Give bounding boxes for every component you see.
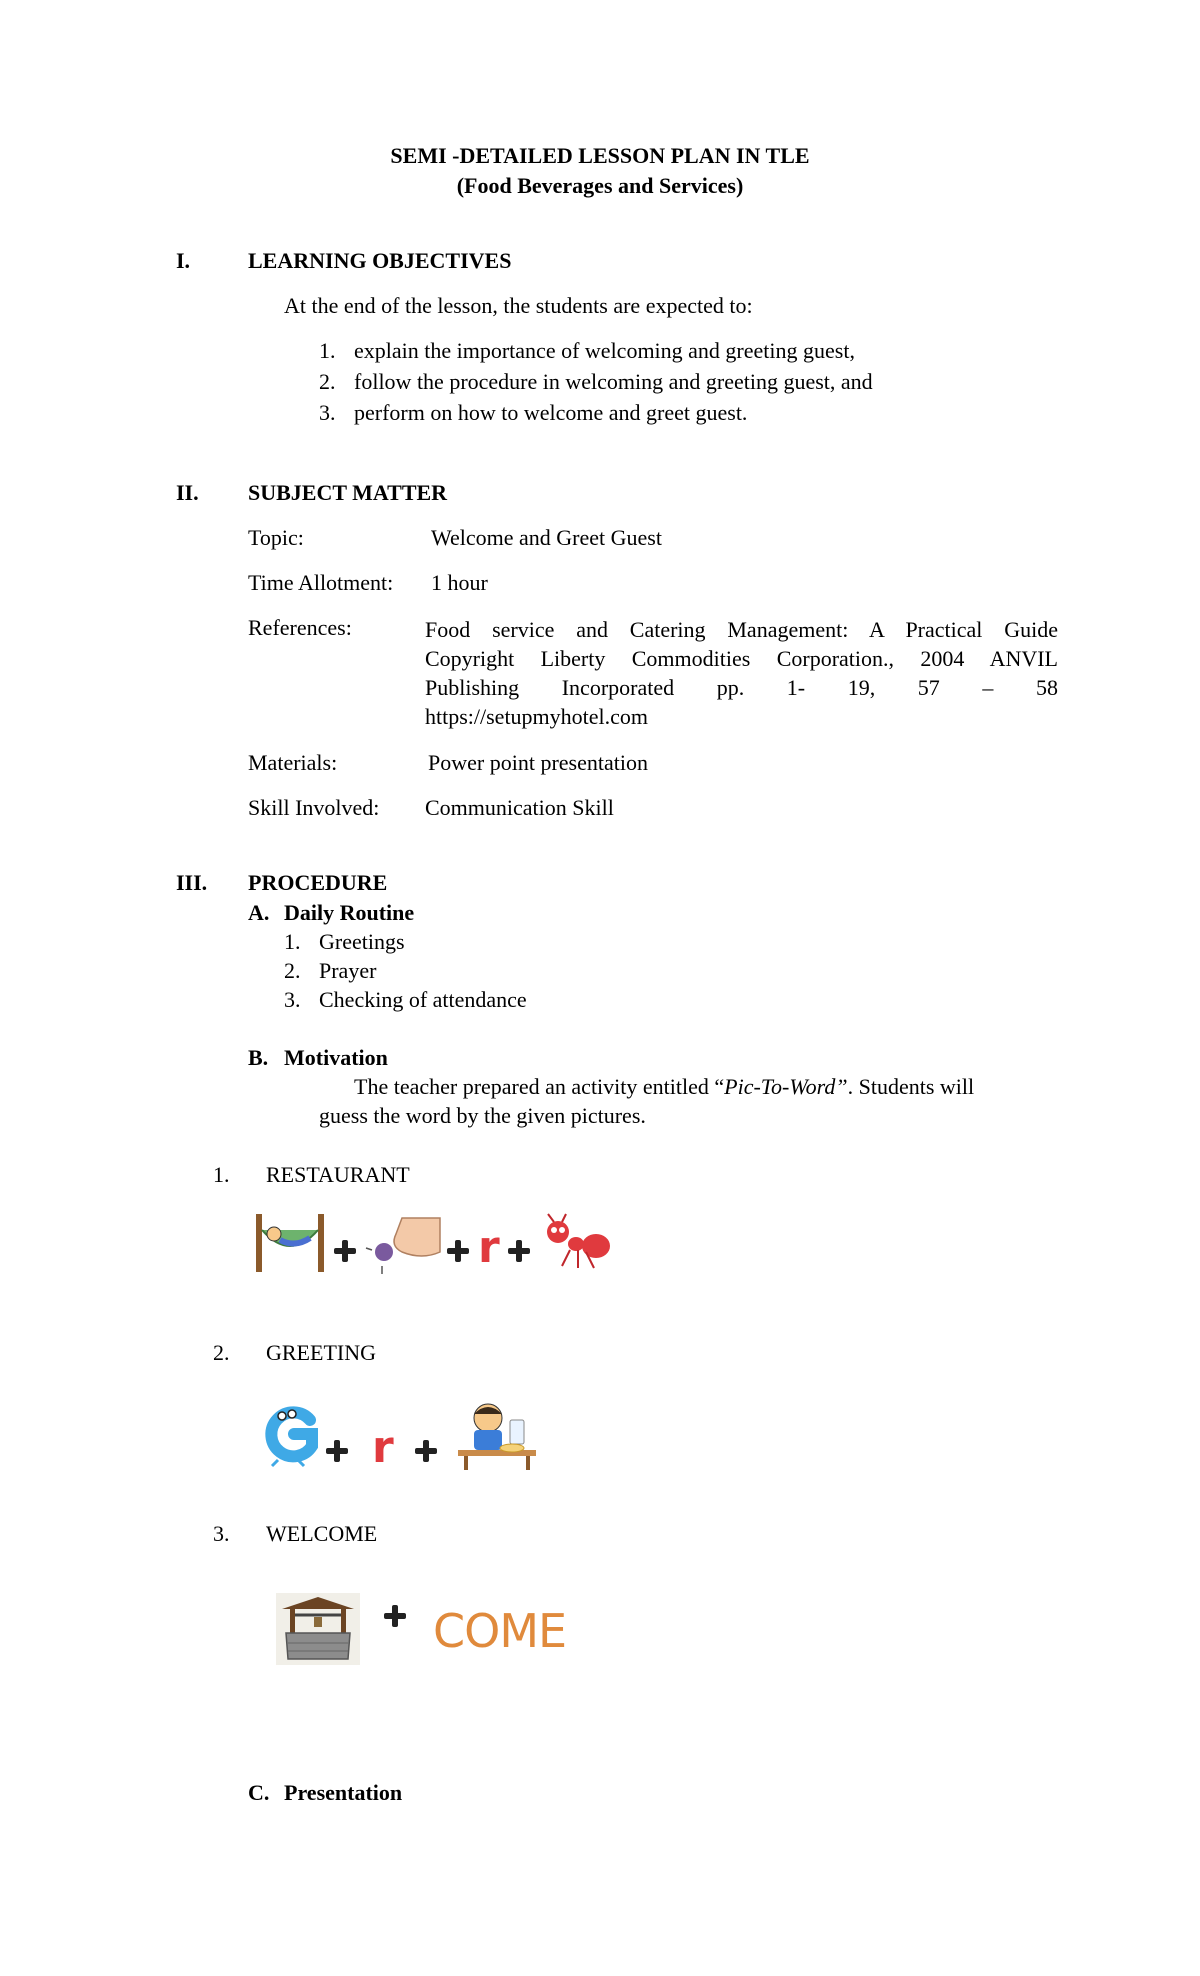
- hammock-icon: [250, 1212, 330, 1274]
- section-numeral-1: I.: [176, 248, 191, 273]
- materials-value: Power point presentation: [428, 750, 648, 775]
- topic-value: Welcome and Greet Guest: [431, 525, 662, 550]
- objective-item: explain the importance of welcoming and greeting guest,: [354, 338, 855, 363]
- foot-kick-icon: [362, 1212, 442, 1278]
- motivation-text: [354, 1074, 974, 1100]
- plus-icon: [447, 1240, 469, 1262]
- subsection-heading-routine: Daily Routine: [284, 900, 415, 925]
- routine-item: Prayer: [319, 958, 377, 983]
- list-item-number: 3.: [284, 987, 301, 1012]
- section-numeral-3: III.: [176, 870, 208, 895]
- materials-label: Materials:: [248, 750, 338, 775]
- letter-g-character-icon: [258, 1402, 324, 1468]
- objective-item: perform on how to welcome and greet guest.: [354, 400, 748, 425]
- page-title: SEMI -DETAILED LESSON PLAN IN TLE: [390, 143, 810, 168]
- list-item-number: 1.: [319, 338, 336, 363]
- wishing-well-icon: [276, 1593, 360, 1665]
- reference-line: Food service and Catering Management: A Practical Guide: [425, 617, 1058, 642]
- references-block: [425, 615, 1058, 731]
- routine-item: Greetings: [319, 929, 405, 954]
- section-heading-objectives: LEARNING OBJECTIVES: [248, 248, 512, 273]
- puzzle-word: RESTAURANT: [266, 1162, 410, 1187]
- page-subtitle: (Food Beverages and Services): [456, 173, 744, 198]
- list-item-number: 1.: [284, 929, 301, 954]
- plus-icon: [508, 1240, 530, 1262]
- list-item-number: 2.: [284, 958, 301, 983]
- motivation-text-part: . Students will: [847, 1074, 975, 1099]
- letter-r: r: [372, 1422, 394, 1473]
- plus-icon: [334, 1240, 356, 1262]
- subsection-letter-a: A.: [248, 900, 270, 925]
- objectives-intro: At the end of the lesson, the students are expected to:: [284, 293, 753, 318]
- puzzle-number: 1.: [213, 1162, 230, 1187]
- time-label: Time Allotment:: [248, 570, 394, 595]
- references-label: References:: [248, 615, 352, 640]
- ant-icon: [540, 1212, 612, 1274]
- objective-item: follow the procedure in welcoming and greeting guest, and: [354, 369, 873, 394]
- come-word-graphic: COME: [433, 1604, 567, 1658]
- section-heading-procedure: PROCEDURE: [248, 870, 388, 895]
- reference-line: Publishing Incorporated pp. 1- 19, 57 – 58: [425, 675, 1058, 700]
- time-value: 1 hour: [431, 570, 488, 595]
- activity-title: Pic-To-Word”: [724, 1074, 848, 1099]
- plus-icon: [384, 1605, 406, 1627]
- list-item-number: 3.: [319, 400, 336, 425]
- puzzle-number: 2.: [213, 1340, 230, 1365]
- puzzle-word: GREETING: [266, 1340, 376, 1365]
- routine-item: Checking of attendance: [319, 987, 527, 1012]
- subsection-letter-b: B.: [248, 1045, 269, 1070]
- topic-label: Topic:: [248, 525, 304, 550]
- section-numeral-2: II.: [176, 480, 199, 505]
- plus-icon: [326, 1440, 348, 1462]
- reference-url: https://setupmyhotel.com: [425, 704, 649, 729]
- motivation-text-line2: guess the word by the given pictures.: [319, 1103, 646, 1128]
- puzzle-number: 3.: [213, 1521, 230, 1546]
- boy-eating-icon: [454, 1400, 540, 1472]
- puzzle-word: WELCOME: [266, 1521, 378, 1546]
- plus-icon: [415, 1440, 437, 1462]
- reference-line: Copyright Liberty Commodities Corporation., 2004 ANVIL: [425, 646, 1058, 671]
- skill-label: Skill Involved:: [248, 795, 380, 820]
- subsection-letter-c: C.: [248, 1780, 270, 1805]
- subsection-heading-motivation: Motivation: [284, 1045, 388, 1070]
- subsection-heading-presentation: Presentation: [284, 1780, 403, 1805]
- section-heading-subject: SUBJECT MATTER: [248, 480, 448, 505]
- letter-r: r: [478, 1222, 500, 1273]
- list-item-number: 2.: [319, 369, 336, 394]
- skill-value: Communication Skill: [425, 795, 614, 820]
- motivation-text-part: The teacher prepared an activity entitled “: [354, 1074, 725, 1099]
